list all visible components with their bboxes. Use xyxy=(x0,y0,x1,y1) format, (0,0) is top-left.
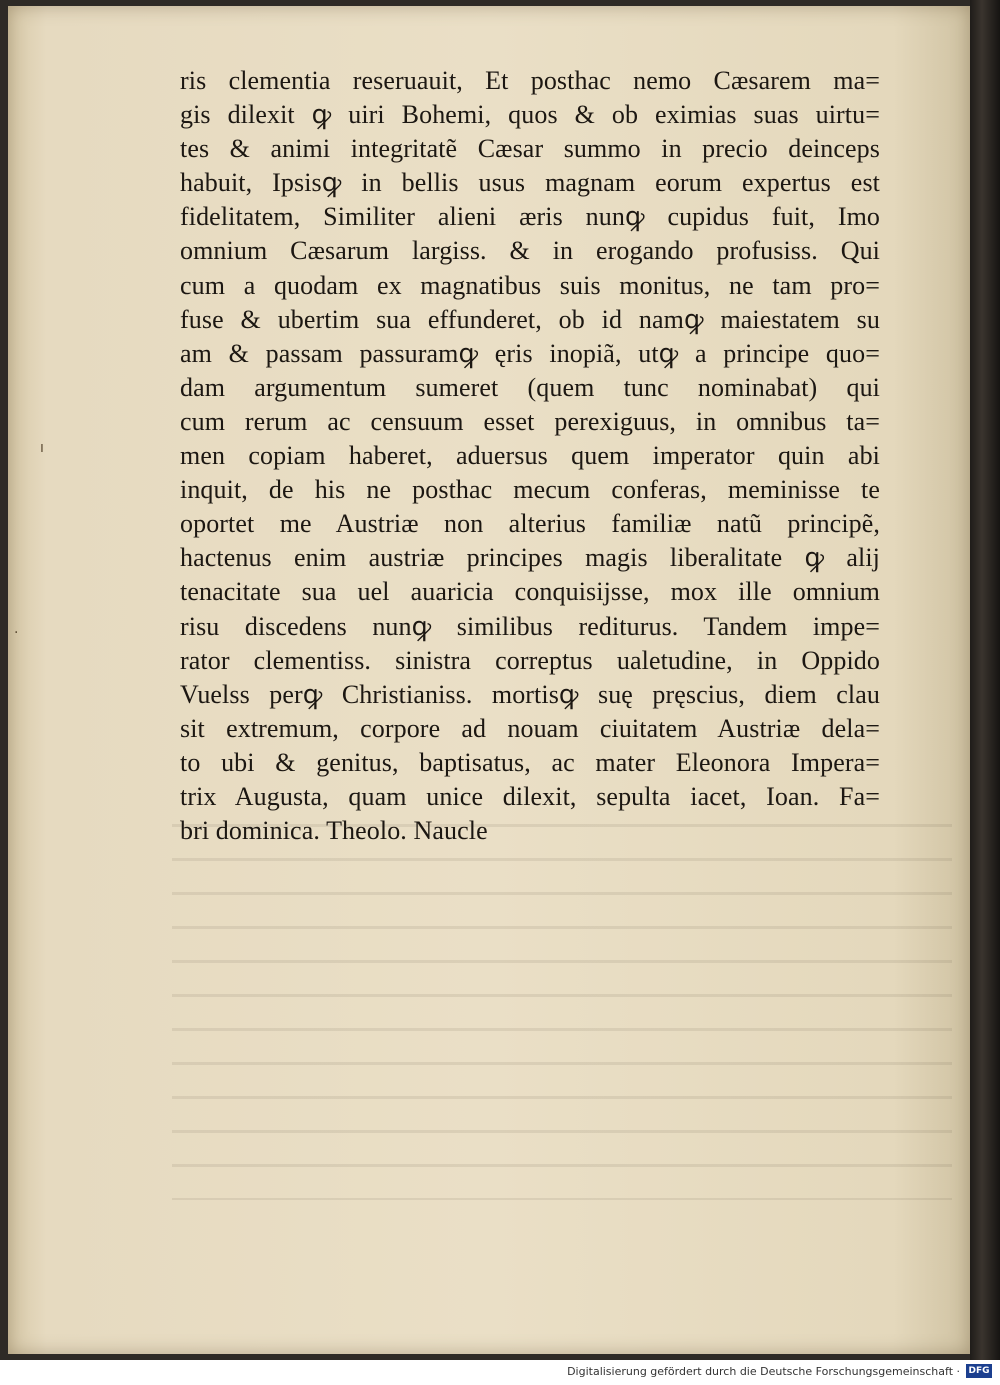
show-through-text xyxy=(172,800,952,1200)
text-line: inquit, de his ne posthac mecum conferas, meminisse te xyxy=(180,475,880,505)
footer-bar xyxy=(0,1360,1000,1385)
margin-mark: · xyxy=(14,625,19,641)
margin-mark: ı xyxy=(40,440,44,456)
text-line: gis dilexit ꝙ uiri Bohemi, quos & ob eximias suas uirtu= xyxy=(180,100,880,130)
text-line: ris clementia reseruauit, Et posthac nemo Cæsarem ma= xyxy=(180,66,880,95)
text-line: oportet me Austriæ non alterius familiæ natũ principẽ, xyxy=(180,509,880,539)
text-line: tenacitate sua uel auaricia conquisijsse, mox ille omnium xyxy=(180,577,880,607)
text-line: fidelitatem, Similiter alieni æris nunꝙ cupidus fuit, Imo xyxy=(180,202,880,232)
text-line: trix Augusta, quam unice dilexit, sepulta iacet, Ioan. Fa= xyxy=(180,781,880,811)
text-line: am & passam passuramꝙ ęris inopiã, utꝙ a principe quo= xyxy=(180,338,880,368)
book-binding-edge xyxy=(970,0,1000,1360)
text-line: men copiam haberet, aduersus quem imperator quin abi xyxy=(180,441,880,471)
text-line: to ubi & genitus, baptisatus, ac mater Eleonora Impera= xyxy=(180,747,880,777)
text-line: Vuelss perꝙ Christianiss. mortisꝙ suę pręscius, diem clau xyxy=(180,679,880,709)
text-line: risu discedens nunꝙ similibus rediturus. Tandem impe= xyxy=(180,611,880,641)
text-line: sit extremum, corpore ad nouam ciuitatem Austriæ dela= xyxy=(180,713,880,743)
text-line: cum rerum ac censuum esset perexiguus, in omnibus ta= xyxy=(180,406,880,436)
text-line: dam argumentum sumeret (quem tunc nominabat) qui xyxy=(180,372,880,402)
text-line: rator clementiss. sinistra correptus ualetudine, in Oppido xyxy=(180,645,880,675)
text-line: habuit, Ipsisꝙ in bellis usus magnam eorum expertus est xyxy=(180,168,880,198)
text-line: cum a quodam ex magnatibus suis monitus, ne tam pro= xyxy=(180,270,880,300)
text-line: tes & animi integritatẽ Cæsar summo in precio deinceps xyxy=(180,134,880,164)
text-line: hactenus enim austriæ principes magis liberalitate ꝙ alij xyxy=(180,543,880,573)
text-block xyxy=(180,64,880,848)
text-line: omnium Cæsarum largiss. & in erogando profusiss. Qui xyxy=(180,236,880,266)
dfg-logo[interactable]: DFG xyxy=(966,1364,992,1378)
text-line: bri dominica. Theolo. Naucle xyxy=(180,816,488,846)
text-line: fuse & ubertim sua effunderet, ob id namꝙ maiestatem su xyxy=(180,304,880,334)
footer-credit: Digitalisierung gefördert durch die Deutsche Forschungsgemeinschaft · xyxy=(567,1365,960,1378)
